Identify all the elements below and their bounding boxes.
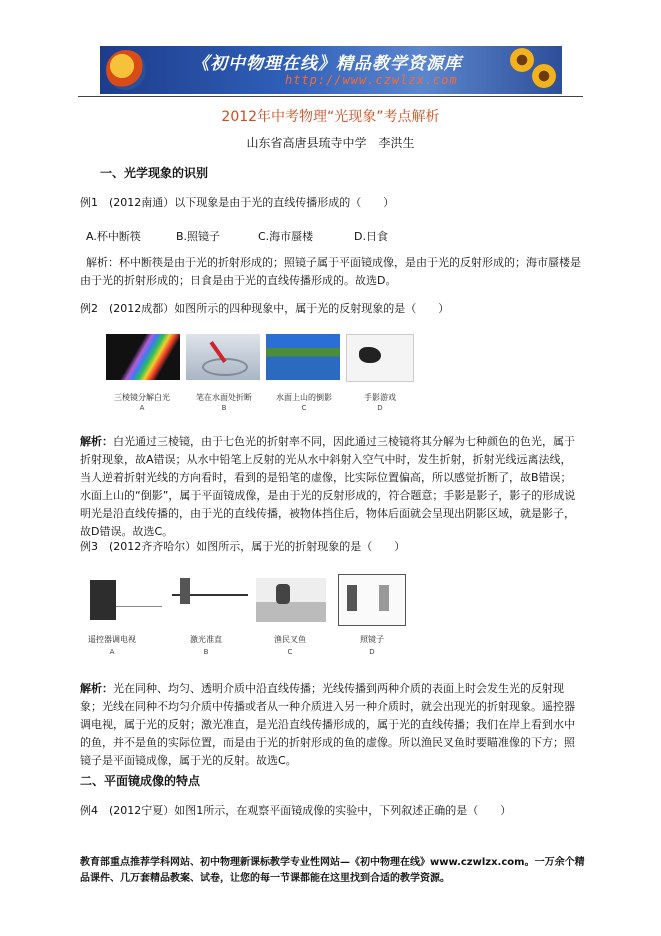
fig2-label-b: 笔在水面处折断 [196,393,252,402]
example-3-analysis [80,680,582,770]
header-rule [78,96,583,97]
option-b: B.照镜子 [176,230,221,243]
banner-url: http://www.czwlzx.com [285,73,458,87]
example-3-figure [86,570,426,665]
fig2-label-d: 手影游戏 [364,393,396,402]
fig2-label-c: 水面上山的倒影 [276,393,332,402]
fig2-letter-b: B [221,404,227,412]
tv-remote-drawing [90,580,116,620]
page-title: 2012年中考物理“光现象”考点解析 [221,109,440,125]
sunflower-icon [510,48,534,72]
analysis-text: 光在同种、均匀、透明介质中沿直线传播；光线传播到两种介质的表面上时会发生光的反射现象；光线在同种不均匀介质中传播或者从一种介质进入另一种介质时，就会出现光的折射现象。遥控器调电视，属于光的反射；激光准直，是光沿直线传播形成的，属于光的直线传播；我们在岸上看到水中的鱼，并不是鱼的实际位置，而是由于光的折射形成的鱼的虚像。所以渔民叉鱼时要瞄准像的下方；照镜子是平面镜成像，属于光的反射。故选C。 [80,682,575,767]
mountain-reflection-photo [266,334,340,380]
fig3-letter-d: D [369,648,375,656]
person-figure [180,578,190,604]
fig3-label-b: 激光准直 [190,635,222,644]
section-heading-1: 一、光学现象的识别 [100,166,209,180]
pencil-in-water-photo [186,334,260,380]
fig3-label-c: 渔民叉鱼 [274,635,306,644]
site-logo-icon [106,50,146,90]
example-4-question: 例4 (2012宁夏）如图1所示，在观察平面镜成像的实验中，下列叙述正确的是（ ） [80,804,512,817]
header-banner [100,46,562,94]
fig3-label-a: 遥控器调电视 [88,635,136,644]
banner-title: 《初中物理在线》精品教学资源库 [192,54,462,74]
example-2-analysis [80,433,582,541]
mirror-drawing [338,574,406,626]
option-a: A.杯中断筷 [86,230,141,243]
example-1-question: 例1 (2012南通）以下现象是由于光的直线传播形成的（ ） [80,196,395,209]
example-3-question: 例3 (2012齐齐哈尔）如图所示，属于光的折射现象的是（ ） [80,540,406,553]
prism-photo [106,334,180,380]
section-heading-2: 二、平面镜成像的特点 [80,774,201,788]
fig3-label-d: 照镜子 [360,635,384,644]
example-1-analysis: 解析：杯中断筷是由于光的折射形成的；照镜子属于平面镜成像，是由于光的反射形成的；海市蜃楼是由于光的折射形成的；日食是由于光的直线传播形成的。故选D。 [80,256,581,287]
example-2-figure [100,330,420,420]
page-footer: 教育部重点推荐学科网站、初中物理新课标教学专业性网站—《初中物理在线》www.czwlzx.com。一万余个精品课件、几万套精品教案、试卷，让您的每一节课都能在这里找到合适的教学资源。 [80,857,585,884]
option-c: C.海市蜃楼 [258,230,314,243]
analysis-label: 解析： [80,435,113,448]
analysis-label: 解析： [80,682,113,695]
fig2-label-a: 三棱镜分解白光 [114,393,170,402]
fig2-letter-d: D [377,404,383,412]
fisherman-drawing [256,578,326,622]
hand-shadow-photo [346,334,414,382]
author-line: 山东省高唐县琉寺中学 李洪生 [246,136,415,150]
fig3-letter-c: C [287,648,293,656]
fig3-letter-a: A [109,648,115,656]
analysis-text: 白光通过三棱镜，由于七色光的折射率不同，因此通过三棱镜将其分解为七种颜色的色光，属于折射现象，故A错误；从水中铅笔上反射的光从水中斜射入空气中时，发生折射，折射光线远离法线，当人逆着折射光线的方向看时，看到的是铅笔的虚像，比实际位置偏高，所以感觉折断了，故B错误；水面上山的“倒影”，属于平面镜成像，是由于光的反射形成的，符合题意；手影是影子，影子的形成说明光是沿直线传播的，由于光的直线传播，被物体挡住后，物体后面就会呈现出阴影区域，就是影子，故D错误。故选C。 [80,435,576,538]
sunflower-icon [532,64,556,88]
fig2-letter-a: A [139,404,145,412]
fig3-letter-b: B [203,648,209,656]
fig2-letter-c: C [301,404,307,412]
option-d: D.日食 [354,230,388,243]
example-2-question: 例2 (2012成都）如图所示的四种现象中，属于光的反射现象的是（ ） [80,302,450,315]
light-ray-line [116,606,162,607]
